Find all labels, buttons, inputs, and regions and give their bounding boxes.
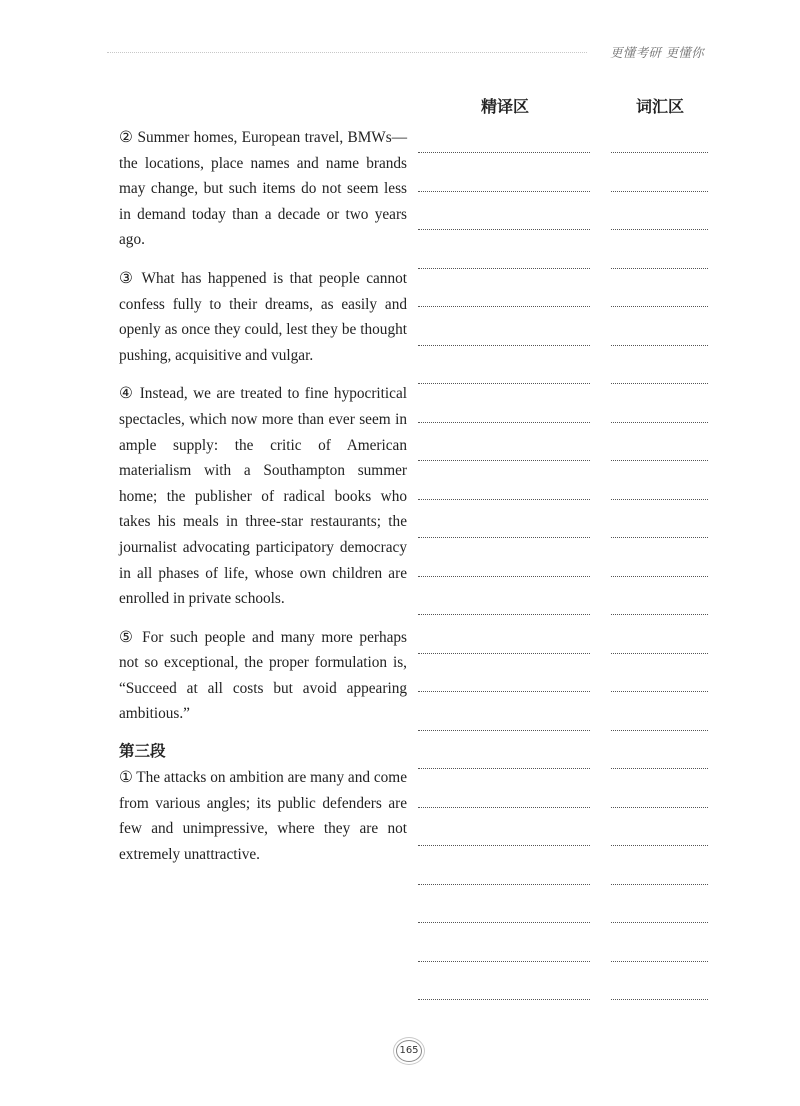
vocabulary-line (611, 268, 708, 269)
translation-line (418, 383, 590, 384)
vocabulary-column-header: 词汇区 (636, 97, 685, 116)
vocabulary-line (611, 345, 708, 346)
translation-line (418, 306, 590, 307)
translation-line (418, 614, 590, 615)
vocabulary-line (611, 191, 708, 192)
vocabulary-line (611, 922, 708, 923)
reading-text (119, 125, 407, 880)
vocabulary-line (611, 422, 708, 423)
translation-line (418, 768, 590, 769)
translation-line (418, 884, 590, 885)
paragraph-3: ③ What has happened is that people cannot confess fully to their dreams, as easily and openly as once they could, lest they be thought pushing, acquisitive and vulgar. (119, 269, 407, 364)
vocabulary-line (611, 807, 708, 808)
vocabulary-line (611, 229, 708, 230)
vocabulary-line (611, 730, 708, 731)
paragraph-2: ② Summer homes, European travel, BMWs—the locations, place names and name brands may change, but such items do not seem less in demand today than a decade or two years ago. (119, 129, 407, 249)
translation-line (418, 961, 590, 962)
vocabulary-line (611, 383, 708, 384)
translation-line (418, 653, 590, 654)
translation-line (418, 499, 590, 500)
translation-line (418, 345, 590, 346)
vocabulary-line (611, 845, 708, 846)
translation-line (418, 422, 590, 423)
header-slogan: 更懂考研 更懂你 (610, 45, 704, 60)
translation-line (418, 576, 590, 577)
vocabulary-line (611, 537, 708, 538)
vocabulary-line (611, 653, 708, 654)
vocabulary-line (611, 152, 708, 153)
translation-line (418, 229, 590, 230)
translation-line (418, 999, 590, 1000)
vocabulary-line (611, 460, 708, 461)
translation-column-header: 精译区 (481, 97, 530, 116)
vocabulary-line (611, 961, 708, 962)
vocabulary-line (611, 691, 708, 692)
translation-line (418, 460, 590, 461)
translation-line (418, 807, 590, 808)
vocabulary-line (611, 884, 708, 885)
translation-line (418, 152, 590, 153)
vocabulary-line (611, 306, 708, 307)
vocabulary-line (611, 614, 708, 615)
vocabulary-line (611, 999, 708, 1000)
section-heading: 第三段 (119, 742, 166, 761)
vocabulary-line (611, 768, 708, 769)
page-number: 165 (396, 1040, 422, 1062)
paragraph-5: ⑤ For such people and many more perhaps not so exceptional, the proper formulation is, “Succeed at all costs but avoid appearing ambitious.” (119, 628, 407, 723)
translation-line (418, 191, 590, 192)
translation-line (418, 691, 590, 692)
header-divider (107, 52, 587, 53)
translation-line (418, 922, 590, 923)
translation-line (418, 537, 590, 538)
translation-line (418, 268, 590, 269)
paragraph-4: ④ Instead, we are treated to fine hypocritical spectacles, which now more than ever seem in ample supply: the critic of American materialism with a Southampton summer home; the publisher of radical books who takes his meals in three-star restaurants; the journalist advocating participatory democracy in all phases of life, whose own children are enrolled in private schools. (119, 385, 407, 608)
vocabulary-line (611, 576, 708, 577)
translation-line (418, 730, 590, 731)
vocabulary-line (611, 499, 708, 500)
section-paragraph-1: ① The attacks on ambition are many and come from various angles; its public defenders are few and unimpressive, where they are not extremely unattractive. (119, 769, 407, 863)
translation-line (418, 845, 590, 846)
